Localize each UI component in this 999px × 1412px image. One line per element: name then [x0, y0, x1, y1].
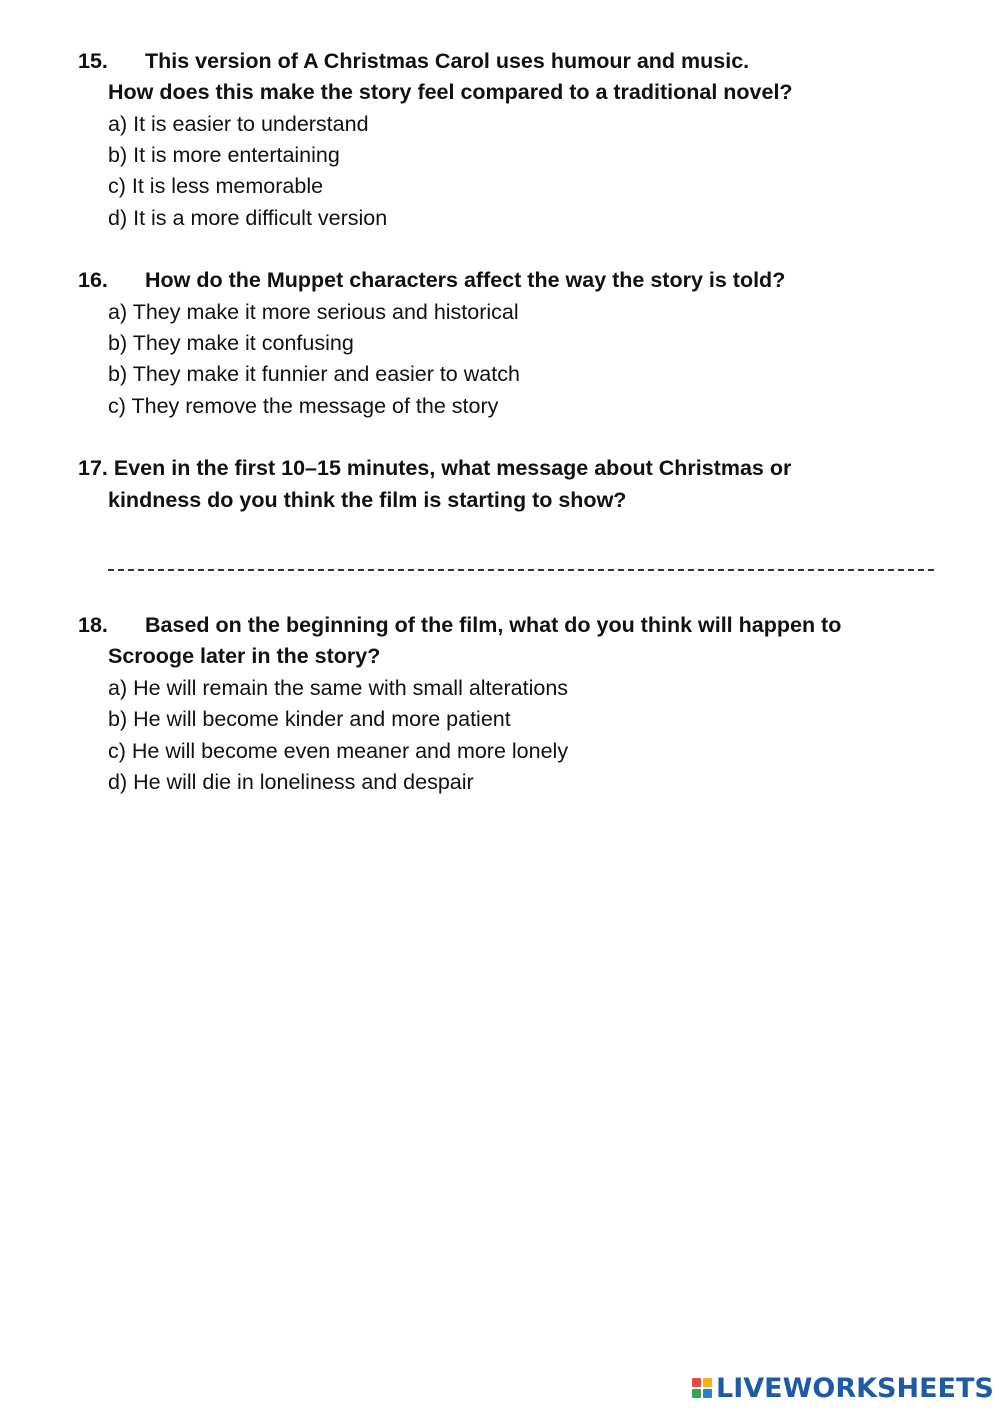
question-18-line-2: Scrooge later in the story? — [108, 644, 381, 668]
option-15-d[interactable]: d) It is a more difficult version — [108, 206, 388, 230]
logo-blocks-icon — [692, 1378, 712, 1398]
option-18-d[interactable]: d) He will die in loneliness and despair — [108, 770, 474, 794]
logo-text: LIVEWORKSHEETS — [716, 1372, 994, 1404]
option-15-c[interactable]: c) It is less memorable — [108, 174, 324, 198]
option-18-b[interactable]: b) He will become kinder and more patient — [108, 707, 511, 731]
liveworksheets-logo — [692, 1372, 994, 1404]
answer-input-line[interactable] — [108, 569, 934, 571]
question-18-line-1 — [78, 610, 841, 640]
option-18-c[interactable]: c) He will become even meaner and more lonely — [108, 739, 569, 763]
option-16-b2[interactable]: b) They make it funnier and easier to watch — [108, 362, 520, 386]
question-text: Even in the first 10–15 minutes, what message about Christmas or — [113, 456, 792, 480]
question-number: 16. — [78, 268, 108, 292]
question-number: 18. — [78, 613, 108, 637]
option-18-a[interactable]: a) He will remain the same with small alterations — [108, 676, 569, 700]
question-15-line-2: How does this make the story feel compared to a traditional novel? — [108, 80, 793, 104]
question-text: How do the Muppet characters affect the way the story is told? — [145, 268, 786, 292]
question-15-line-1 — [78, 46, 749, 76]
question-17-line-1 — [78, 453, 791, 483]
option-15-a[interactable]: a) It is easier to understand — [108, 112, 369, 136]
option-16-c[interactable]: c) They remove the message of the story — [108, 394, 499, 418]
question-17-line-2: kindness do you think the film is starting to show? — [108, 488, 627, 512]
question-number: 17. — [78, 456, 108, 480]
question-16-line-1 — [78, 265, 785, 295]
option-16-a[interactable]: a) They make it more serious and historical — [108, 300, 519, 324]
option-16-b[interactable]: b) They make it confusing — [108, 331, 354, 355]
question-number: 15. — [78, 49, 108, 73]
question-text: Based on the beginning of the film, what do you think will happen to — [145, 613, 842, 637]
question-text: This version of A Christmas Carol uses humour and music. — [145, 49, 750, 73]
option-15-b[interactable]: b) It is more entertaining — [108, 143, 340, 167]
